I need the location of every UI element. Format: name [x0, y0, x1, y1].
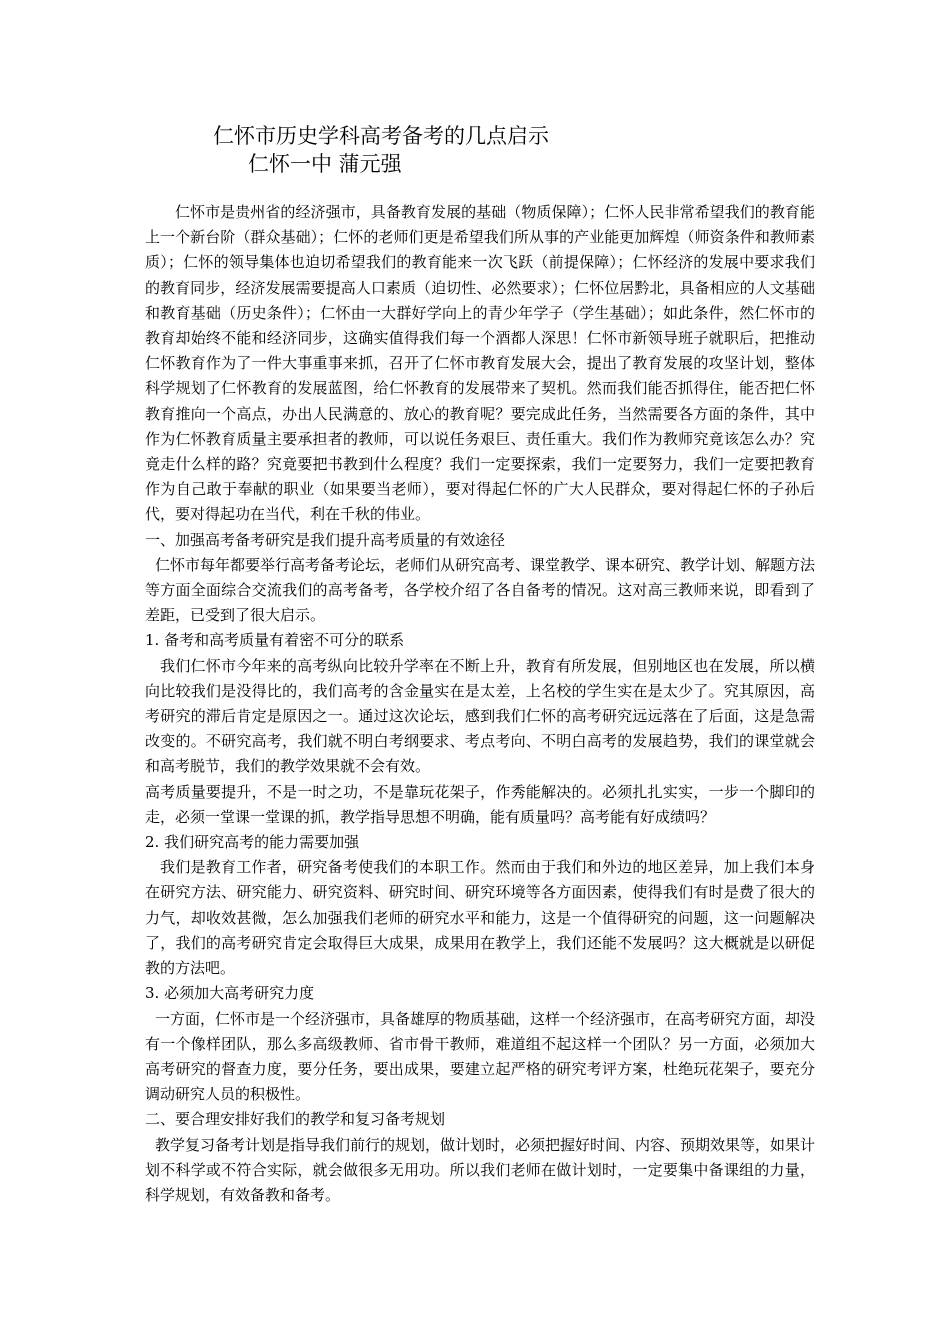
author-line: 仁怀一中 蒲元强: [248, 152, 402, 176]
document-body: [145, 200, 815, 1208]
subsection-1-paragraph-1: 我们仁怀市今年来的高考纵向比较升学率在不断上升，教育有所发展，但别地区也在发展，所以横向比较我们是没得比的，我们高考的含金量实在是太差，上名校的学生实在是太少了。究其原因，高考研究的滞后肯定是原因之一。通过这次论坛，感到我们仁怀的高考研究远远落在了后面，这是急需改变的。不研究高考，我们就不明白考纲要求、考点考向、不明白高考的发展趋势，我们的课堂就会和高考脱节，我们的教学效果就不会有效。: [145, 656, 815, 776]
subsection-3-heading: 3. 必须加大高考研究力度: [145, 984, 315, 1003]
section-1-heading: 一、加强高考备考研究是我们提升高考质量的有效途径: [145, 530, 506, 549]
document-title: 仁怀市历史学科高考备考的几点启示: [213, 124, 549, 148]
section-2-paragraph: 教学复习备考计划是指导我们前行的规划，做计划时，必须把握好时间、内容、预期效果等，如果计划不科学或不符合实际，就会做很多无用功。所以我们老师在做计划时，一定要集中备课组的力量，科学规划，有效备教和备考。: [145, 1135, 816, 1204]
subsection-2-heading: 2. 我们研究高考的能力需要加强: [145, 833, 360, 852]
subsection-1-paragraph-2: 高考质量要提升，不是一时之功，不是靠玩花架子，作秀能解决的。必须扎扎实实，一步一个脚印的走，必须一堂课一堂课的抓，教学指导思想不明确，能有质量吗？高考能有好成绩吗？: [145, 782, 815, 826]
intro-paragraph: 仁怀市是贵州省的经济强市，具备教育发展的基础（物质保障）；仁怀人民非常希望我们的教育能上一个新台阶（群众基础）；仁怀的老师们更是希望我们所从事的产业能更加辉煌（师资条件和教师素质）；仁怀的领导集体也迫切希望我们的教育能来一次飞跃（前提保障）；仁怀经济的发展中要求我们的教育同步，经济发展需要提高人口素质（迫切性、必然要求）；仁怀位居黔北，具备相应的人文基础和教育基础（历史条件）；仁怀由一大群好学向上的青少年学子（学生基础）；如此条件，然仁怀市的教育却始终不能和经济同步，这确实值得我们每一个酒都人深思！仁怀市新领导班子就职后，把推动仁怀教育作为了一件大事重事来抓，召开了仁怀市教育发展大会，提出了教育发展的攻坚计划，整体科学规划了仁怀教育的发展蓝图，给仁怀教育的发展带来了契机。然而我们能否抓得住，能否把仁怀教育推向一个高点，办出人民满意的、放心的教育呢？要完成此任务，当然需要各方面的条件，其中作为仁怀教育质量主要承担者的教师，可以说任务艰巨、责任重大。我们作为教师究竟该怎么办？究竟走什么样的路？究竟要把书教到什么程度？我们一定要探索，我们一定要努力，我们一定要把教育作为自己敢于奉献的职业（如果要当老师），要对得起仁怀的广大人民群众，要对得起仁怀的子孙后代，要对得起功在当代，利在千秋的伟业。: [145, 203, 815, 524]
section-2-heading: 二、要合理安排好我们的教学和复习备考规划: [145, 1110, 446, 1129]
section-1-paragraph: 仁怀市每年都要举行高考备考论坛，老师们从研究高考、课堂教学、课本研究、教学计划、解题方法等方面全面综合交流我们的高考备考，各学校介绍了各自备考的情况。这对高三教师来说，即看到了差距，已受到了很大启示。: [145, 555, 816, 625]
subsection-1-heading: 1. 备考和高考质量有着密不可分的联系: [145, 631, 405, 650]
subsection-2-paragraph: 我们是教育工作者，研究备考使我们的本职工作。然而由于我们和外边的地区差异，加上我们本身在研究方法、研究能力、研究资料、研究时间、研究环境等各方面因素，使得我们有时是费了很大的力气，却收效甚微，怎么加强我们老师的研究水平和能力，这是一个值得研究的问题，这一问题解决了，我们的高考研究肯定会取得巨大成果，成果用在教学上，我们还能不发展吗？这大概就是以研促教的方法吧。: [145, 858, 815, 978]
subsection-3-paragraph: 一方面，仁怀市是一个经济强市，具备雄厚的物质基础，这样一个经济强市，在高考研究方面，却没有一个像样团队，那么多高级教师、省市骨干教师，难道组不起这样一个团队？另一方面，必须加大高考研究的督查力度，要分任务，要出成果，要建立起严格的研究考评方案，杜绝玩花架子，要充分调动研究人员的积极性。: [145, 1009, 816, 1104]
